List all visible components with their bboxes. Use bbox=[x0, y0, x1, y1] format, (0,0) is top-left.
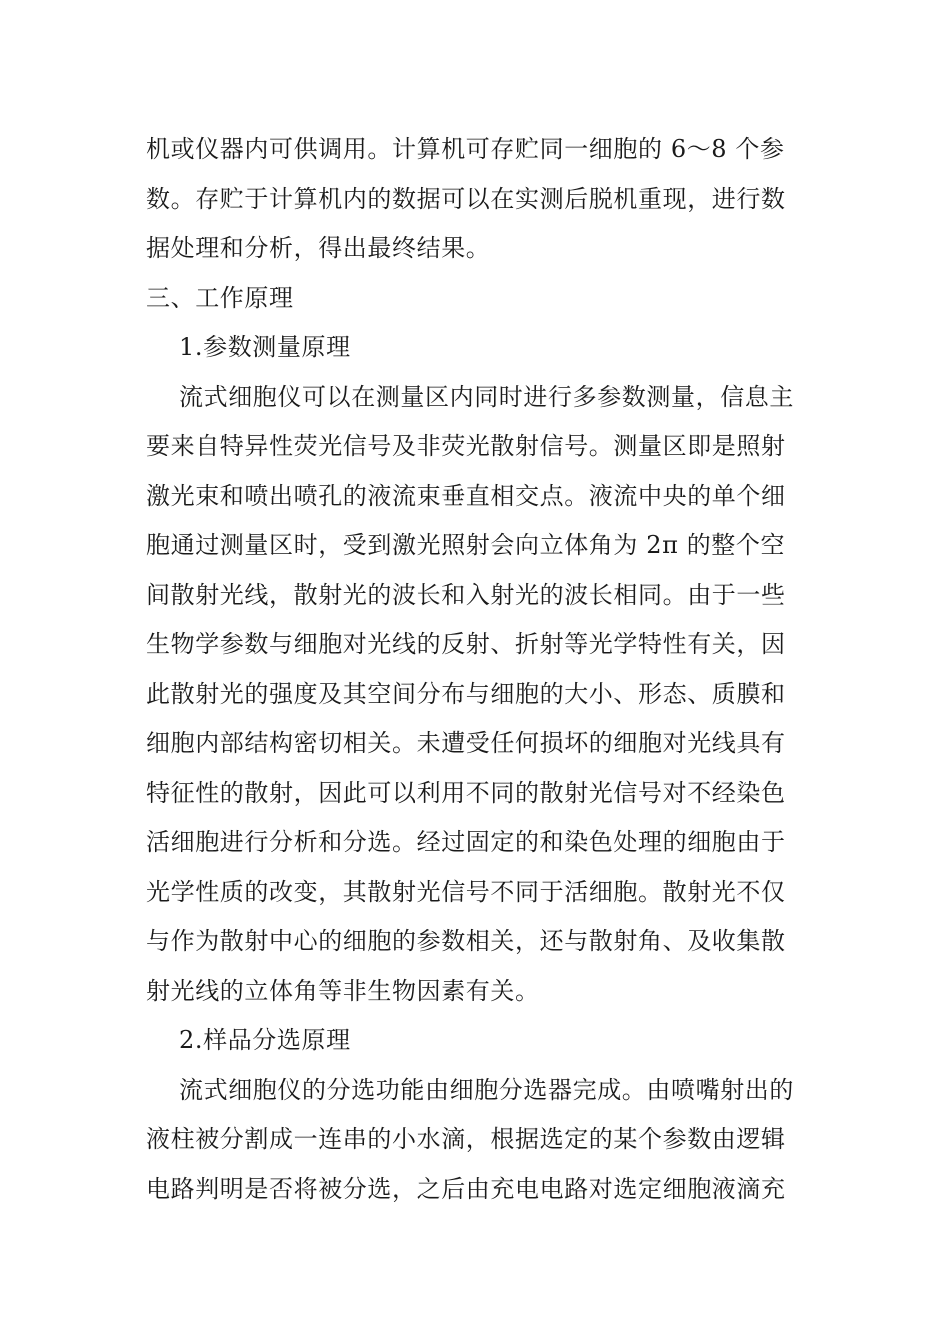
paragraph-line: 流式细胞仪可以在测量区内同时进行多参数测量，信息主 bbox=[179, 382, 794, 411]
paragraph-line: 特征性的散射，因此可以利用不同的散射光信号对不经染色 bbox=[146, 778, 786, 807]
paragraph-line: 此散射光的强度及其空间分布与细胞的大小、形态、质膜和 bbox=[146, 679, 786, 708]
subsection-heading: 1.参数测量原理 bbox=[179, 333, 351, 361]
section-heading: 三、工作原理 bbox=[146, 283, 294, 312]
paragraph-line: 射光线的立体角等非生物因素有关。 bbox=[146, 976, 540, 1005]
paragraph-line: 与作为散射中心的细胞的参数相关，还与散射角、及收集散 bbox=[146, 927, 786, 955]
paragraph-line: 数。存贮于计算机内的数据可以在实测后脱机重现，进行数 bbox=[146, 184, 786, 213]
paragraph-line: 生物学参数与细胞对光线的反射、折射等光学特性有关，因 bbox=[146, 630, 786, 658]
subsection-heading: 2.样品分选原理 bbox=[179, 1026, 351, 1054]
paragraph-line: 活细胞进行分析和分选。经过固定的和染色处理的细胞由于 bbox=[146, 828, 786, 856]
document-body bbox=[146, 125, 808, 1214]
paragraph-line: 机或仪器内可供调用。计算机可存贮同一细胞的 6～8 个参 bbox=[146, 135, 785, 163]
paragraph-line: 据处理和分析，得出最终结果。 bbox=[146, 234, 491, 262]
paragraph-line: 细胞内部结构密切相关。未遭受任何损坏的细胞对光线具有 bbox=[146, 729, 786, 757]
paragraph-line: 激光束和喷出喷孔的液流束垂直相交点。液流中央的单个细 bbox=[146, 481, 786, 510]
paragraph-line: 液柱被分割成一连串的小水滴，根据选定的某个参数由逻辑 bbox=[146, 1125, 786, 1153]
paragraph-line: 胞通过测量区时，受到激光照射会向立体角为 2π 的整个空 bbox=[146, 531, 786, 559]
paragraph-line: 要来自特异性荧光信号及非荧光散射信号。测量区即是照射 bbox=[146, 432, 786, 460]
paragraph-line: 电路判明是否将被分选，之后由充电电路对选定细胞液滴充 bbox=[146, 1174, 786, 1203]
paragraph-line: 流式细胞仪的分选功能由细胞分选器完成。由喷嘴射出的 bbox=[179, 1075, 794, 1104]
paragraph-line: 间散射光线，散射光的波长和入射光的波长相同。由于一些 bbox=[146, 580, 786, 609]
paragraph-line: 光学性质的改变，其散射光信号不同于活细胞。散射光不仅 bbox=[146, 877, 786, 906]
